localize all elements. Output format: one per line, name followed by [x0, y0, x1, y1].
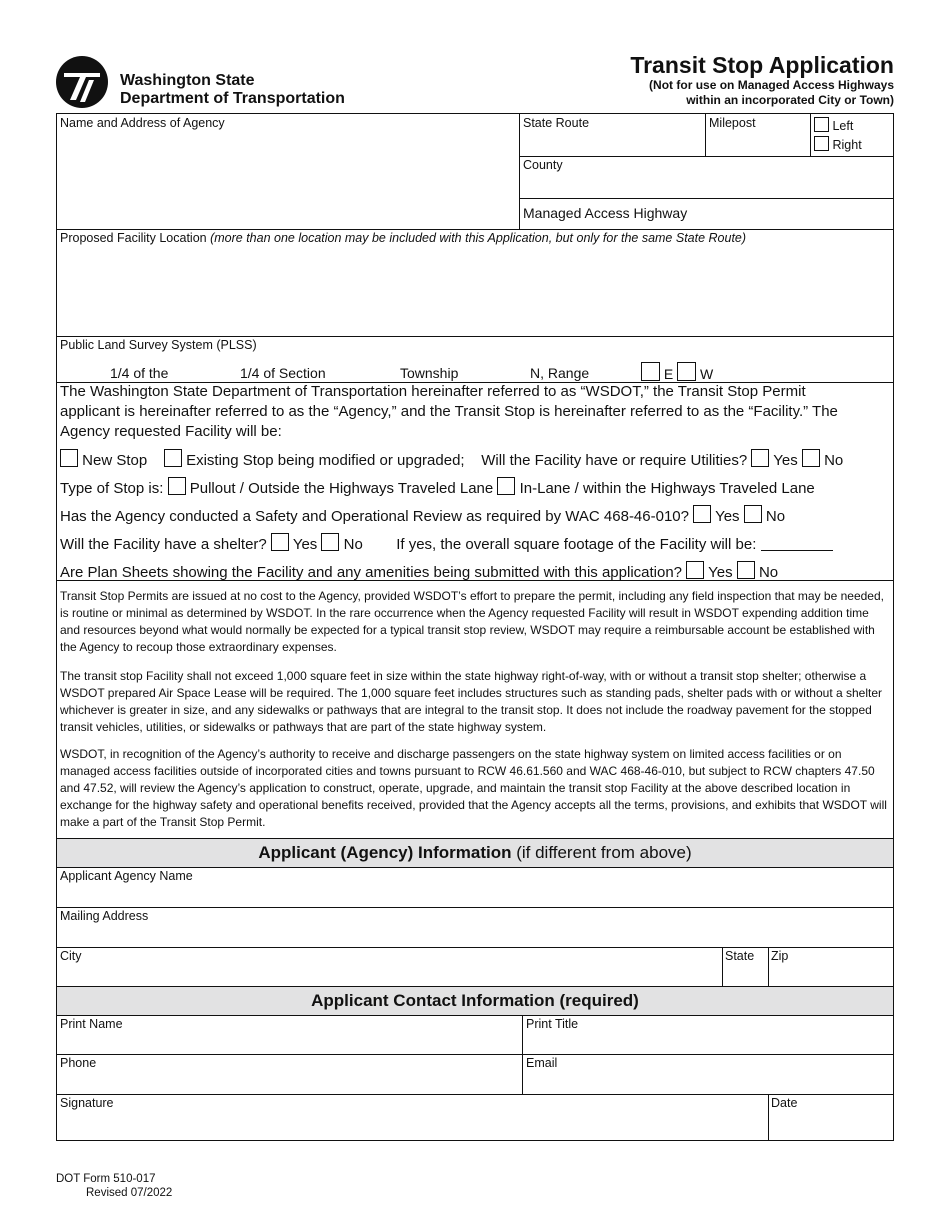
west-checkbox[interactable]: [677, 362, 696, 381]
paragraph-size-limit: The transit stop Facility shall not exceed 1,000 square feet in size within the state highway right-of-way, with or without a transit stop shelter; otherwise a WSDOT prepared Air Space Lease will be required. The 1,000 square feet includes structures such as standing pads, shelter pads with or without a shelter whichever is greater in size, and any sidewalks or pathways that are integral to the transit stop. It does not include the roadway pavement for the stopped transit vehicles, utilities, or sidewalks or pathways that are part of the state highway system.: [60, 669, 883, 734]
right-checkbox[interactable]: [814, 136, 829, 151]
applicant-agency-name-label: Applicant Agency Name: [60, 869, 193, 883]
utilities-no-checkbox[interactable]: [802, 449, 820, 467]
right-label: Right: [832, 138, 862, 152]
quarter-of-the-label: 1/4 of the: [110, 365, 169, 381]
quarter-of-section-label: 1/4 of Section: [240, 365, 326, 381]
shelter-yes-checkbox[interactable]: [271, 533, 289, 551]
city-label: City: [60, 949, 82, 963]
plans-yes-checkbox[interactable]: [686, 561, 704, 579]
applicant-info-heading-bold: Applicant (Agency) Information: [258, 843, 512, 862]
applicant-info-heading: [57, 839, 893, 867]
new-stop-checkbox[interactable]: [60, 449, 78, 467]
in-lane-checkbox[interactable]: [497, 477, 515, 495]
safety-review-question: Has the Agency conducted a Safety and Operational Review as required by WAC 468-46-010?: [60, 508, 689, 525]
revision-date: Revised 07/2022: [86, 1187, 173, 1199]
plans-no-label: No: [758, 564, 779, 581]
square-footage-field[interactable]: [761, 536, 833, 551]
plans-yes-label: Yes: [708, 564, 733, 581]
west-label: W: [700, 366, 714, 382]
form-footer: [56, 1172, 172, 1200]
subtitle-line-1: (Not for use on Managed Access Highways: [649, 78, 894, 92]
applicant-agency-name-field[interactable]: [57, 884, 893, 907]
zip-label: Zip: [771, 949, 789, 963]
mailing-address-label: Mailing Address: [60, 909, 149, 923]
stop-kind-row: [60, 449, 843, 469]
review-no-label: No: [765, 508, 786, 525]
review-yes-label: Yes: [715, 508, 740, 525]
new-stop-label: New Stop: [82, 452, 148, 469]
pullout-label: Pullout / Outside the Highways Traveled Lane: [189, 480, 494, 497]
print-title-label: Print Title: [526, 1017, 579, 1031]
applicant-info-heading-note: (if different from above): [511, 843, 692, 862]
date-label: Date: [771, 1096, 798, 1110]
existing-stop-label: Existing Stop being modified or upgraded;: [186, 452, 465, 469]
in-lane-label: In-Lane / within the Highways Traveled Lane: [519, 480, 815, 497]
email-label: Email: [526, 1056, 558, 1070]
shelter-row: [60, 533, 833, 553]
n-range-label: N, Range: [530, 365, 590, 381]
proposed-location-label: Proposed Facility Location (more than one location may be included with this Application, but only for the same State Route): [60, 231, 747, 245]
phone-label: Phone: [60, 1056, 97, 1070]
stop-type-row: [60, 477, 815, 497]
paragraph-permit-cost: Transit Stop Permits are issued at no cost to the Agency, provided WSDOT’s effort to prepare the permit, including any field inspection that may be needed, is routine or minimal as determined by WSDOT. In the rare occurrence when the Agency requested Facility will result in WSDOT expending addition time and resources beyond what would normally be expected for a typical transit stop review, WSDOT may require a reimbursable account be established with the Agency to recoup those extraordinary expenses.: [60, 589, 884, 654]
shelter-no-checkbox[interactable]: [321, 533, 339, 551]
milepost-label: Milepost: [709, 116, 756, 130]
org-line-2: Department of Transportation: [120, 90, 345, 107]
left-checkbox[interactable]: [814, 117, 829, 132]
township-label: Township: [400, 365, 459, 381]
east-label: E: [663, 366, 674, 382]
safety-review-row: [60, 505, 785, 525]
square-footage-question: If yes, the overall square footage of the Facility will be:: [396, 536, 757, 553]
plans-no-checkbox[interactable]: [737, 561, 755, 579]
intro-line-1: The Washington State Department of Transportation hereinafter referred to as “WSDOT,” the Transit Stop Permit: [60, 383, 806, 400]
subtitle-line-2: within an incorporated City or Town): [686, 93, 894, 107]
shelter-yes-label: Yes: [292, 536, 318, 553]
agency-wordmark: [120, 72, 345, 108]
form-number: DOT Form 510-017: [56, 1173, 156, 1185]
signature-label: Signature: [60, 1096, 114, 1110]
intro-line-2: applicant is hereinafter referred to as the “Agency,” and the Transit Stop is hereinafter referred to as the “Facility.” The: [60, 403, 838, 420]
page-title: Transit Stop Application: [630, 52, 894, 78]
review-no-checkbox[interactable]: [744, 505, 762, 523]
state-label: State: [725, 949, 755, 963]
shelter-question: Will the Facility have a shelter?: [60, 536, 267, 553]
utilities-yes-label: Yes: [773, 452, 798, 469]
agency-name-address-label: Name and Address of Agency: [60, 116, 225, 130]
proposed-location-note: (more than one location may be included with this Application, but only for the same State Route): [210, 231, 747, 245]
intro-text: [60, 382, 838, 442]
existing-stop-checkbox[interactable]: [164, 449, 182, 467]
wsdot-logo: [56, 56, 108, 108]
org-line-1: Washington State: [120, 72, 255, 89]
paragraph-authority: WSDOT, in recognition of the Agency’s authority to receive and discharge passengers on the state highway system on limited access facilities or on managed access facilities outside of incorporated cities and towns pursuant to RCW 46.61.560 and WAC 468-46-010, but subject to RCW chapters 47.50 and 47.52, will review the Agency’s application to construct, operate, upgrade, and maintain the transit stop Facility at the above described location in exchange for the highway safety and operational benefits received, provided that the Agency accepts all the terms, provisions, and exhibits that WSDOT will make a part of the Transit Stop Permit.: [60, 747, 887, 829]
plss-label: Public Land Survey System (PLSS): [60, 338, 257, 352]
plan-sheets-question: Are Plan Sheets showing the Facility and any amenities being submitted with this application?: [60, 564, 683, 581]
form-title-block: [630, 52, 894, 108]
intro-line-3: Agency requested Facility will be:: [60, 423, 282, 440]
plan-sheets-row: [60, 561, 778, 581]
left-label: Left: [832, 119, 854, 133]
utilities-yes-checkbox[interactable]: [751, 449, 769, 467]
utilities-question: Will the Facility have or require Utilities?: [481, 452, 748, 469]
shelter-no-label: No: [343, 536, 363, 553]
application-form: [56, 113, 894, 1141]
managed-access-highway-label: Managed Access Highway: [523, 205, 688, 221]
stop-type-label: Type of Stop is:: [60, 480, 164, 497]
east-checkbox[interactable]: [641, 362, 660, 381]
county-label: County: [523, 158, 563, 172]
state-route-label: State Route: [523, 116, 590, 130]
print-name-label: Print Name: [60, 1017, 123, 1031]
review-yes-checkbox[interactable]: [693, 505, 711, 523]
utilities-no-label: No: [824, 452, 844, 469]
contact-info-heading: Applicant Contact Information (required): [57, 987, 893, 1015]
pullout-checkbox[interactable]: [168, 477, 186, 495]
mailing-address-field[interactable]: [57, 924, 893, 947]
